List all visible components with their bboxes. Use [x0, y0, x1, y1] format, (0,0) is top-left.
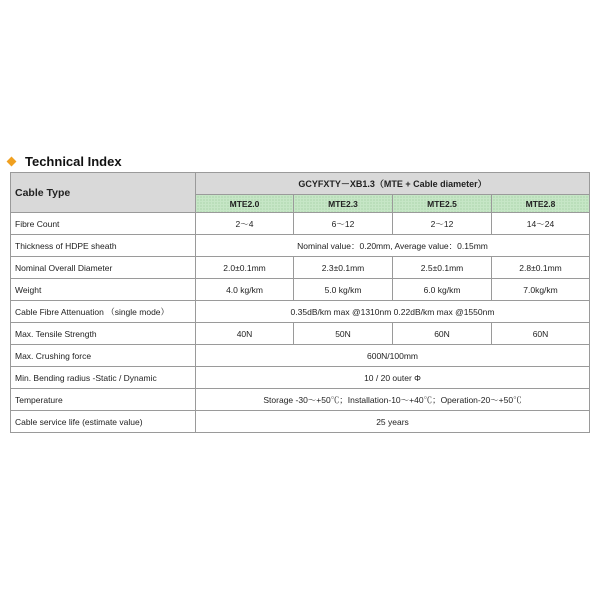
table-row [11, 213, 590, 235]
row-label: Weight [11, 279, 196, 301]
row-value: 2.5±0.1mm [393, 257, 492, 279]
table-header-row [11, 173, 590, 195]
diamond-bullet-icon [7, 156, 17, 166]
row-span-value: Nominal value：0.20mm, Average value：0.15mm [196, 235, 590, 257]
table-row [11, 323, 590, 345]
row-value: 2.8±0.1mm [492, 257, 590, 279]
row-value: 2～12 [393, 213, 492, 235]
row-value: 2～4 [196, 213, 294, 235]
row-span-value: 600N/100mm [196, 345, 590, 367]
table-row [11, 367, 590, 389]
row-label: Thickness of HDPE sheath [11, 235, 196, 257]
table-row [11, 257, 590, 279]
table-row [11, 301, 590, 323]
table-row [11, 389, 590, 411]
row-value: 4.0 kg/km [196, 279, 294, 301]
row-value: 6.0 kg/km [393, 279, 492, 301]
row-value: 6～12 [294, 213, 393, 235]
section-title: Technical Index [25, 153, 122, 169]
row-span-value: Storage -30～+50℃；Installation-10～+40℃；Operation-20～+50℃ [196, 389, 590, 411]
row-label: Cable service life (estimate value) [11, 411, 196, 433]
table-row [11, 235, 590, 257]
row-value: 60N [492, 323, 590, 345]
table-row [11, 411, 590, 433]
row-value: 40N [196, 323, 294, 345]
row-value: 2.0±0.1mm [196, 257, 294, 279]
model-header: MTE2.0 [196, 195, 294, 213]
row-value: 60N [393, 323, 492, 345]
row-value: 14～24 [492, 213, 590, 235]
row-value: 7.0kg/km [492, 279, 590, 301]
technical-index-table [10, 172, 590, 433]
row-label: Temperature [11, 389, 196, 411]
row-value: 50N [294, 323, 393, 345]
section-heading [6, 152, 122, 170]
row-label: Cable Fibre Attenuation （single mode） [11, 301, 196, 323]
row-span-value: 0.35dB/km max @1310nm 0.22dB/km max @1550nm [196, 301, 590, 323]
table-row [11, 279, 590, 301]
product-title: GCYFXTY－XB1.3（MTE + Cable diameter） [196, 173, 590, 195]
row-label: Nominal Overall Diameter [11, 257, 196, 279]
row-value: 2.3±0.1mm [294, 257, 393, 279]
row-label: Min. Bending radius -Static / Dynamic [11, 367, 196, 389]
model-header: MTE2.8 [492, 195, 590, 213]
table-row [11, 345, 590, 367]
model-header: MTE2.3 [294, 195, 393, 213]
row-span-value: 25 years [196, 411, 590, 433]
row-label: Max. Tensile Strength [11, 323, 196, 345]
row-span-value: 10 / 20 outer Φ [196, 367, 590, 389]
row-label: Max. Crushing force [11, 345, 196, 367]
row-value: 5.0 kg/km [294, 279, 393, 301]
model-header: MTE2.5 [393, 195, 492, 213]
cable-type-header: Cable Type [11, 173, 196, 213]
row-label: Fibre Count [11, 213, 196, 235]
